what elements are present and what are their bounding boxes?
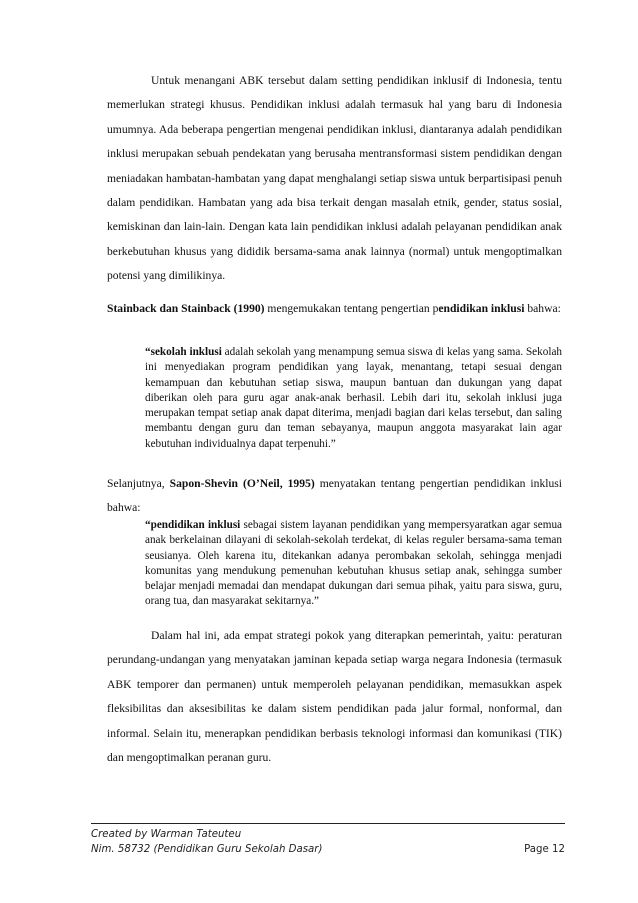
- footer-author: Created by Warman Tateuteu: [91, 829, 242, 840]
- page-footer: [91, 827, 565, 857]
- paragraph-strategi-text: Dalam hal ini, ada empat strategi pokok yang diterapkan pemerintah, yaitu: peraturan perundang-undangan yang menyatakan jaminan kepada setiap warga negara Indonesia (termasuk ABK temporer dan permanen) untuk memperoleh pelayanan pendidikan, memasukkan aspek fleksibilitas dan aksesibilitas ke dalam sistem pendidikan pada jalur formal, nonformal, dan informal. Selain itu, menerapkan pendidikan berbasis teknologi informasi dan komunikasi (TIK) dan mengoptimalkan peranan guru.: [107, 629, 562, 765]
- citation-sapon-shevin: Sapon-Shevin (O’Neil, 1995): [169, 477, 315, 490]
- term-pendidikan-inklusi: endidikan inklusi: [438, 302, 525, 315]
- paragraph-stainback: [107, 297, 562, 321]
- paragraph-strategi: [107, 624, 562, 770]
- paragraph-intro: [107, 69, 562, 289]
- paragraph-stainback-tail: bahwa:: [524, 302, 561, 315]
- quote-term-sekolah-inklusi: “sekolah inklusi: [145, 346, 222, 358]
- quote-text-pendidikan-inklusi: sebagai sistem layanan pendidikan yang mempersyaratkan agar semua anak berkelainan dilayani di sekolah-sekolah terdekat, di kelas reguler bersama-sama teman seusianya. Oleh karena itu, ditekankan adanya perombakan sekolah, sehingga menjadi komunitas yang mendukung pemenuhan kebutuhan khusus setiap anak, sehingga sumber belajar menjadi memadai dan mendapat dukungan dari semua pihak, yaitu para siswa, guru, orang tua, dan masyarakat sekitarnya.”: [145, 519, 563, 608]
- block-quote-sekolah-inklusi: [145, 345, 562, 452]
- paragraph-sapon-shevin: [107, 472, 562, 521]
- quote-text-sekolah-inklusi: adalah sekolah yang menampung semua siswa di kelas yang sama. Sekolah ini menyediakan program pendidikan yang layak, menantang, tetapi sesuai dengan kemampuan dan kebutuhan setiap siswa, maupun bantuan dan dukungan yang dapat diberikan oleh para guru agar anak-anak berhasil. Lebih dari itu, sekolah inklusi juga merupakan tempat setiap anak dapat diterima, menjadi bagian dari kelas tersebut, dan saling membantu dengan guru dan teman sebayanya, maupun anggota masyarakat lain agar kebutuhan individualnya dapat terpenuhi.”: [145, 346, 563, 450]
- citation-stainback: Stainback dan Stainback (1990): [107, 302, 265, 315]
- quote-term-pendidikan-inklusi: “pendidikan inklusi: [145, 519, 241, 531]
- paragraph-stainback-text: mengemukakan tentang pengertian p: [264, 302, 439, 315]
- page-number: Page 12: [524, 844, 565, 855]
- block-quote-pendidikan-inklusi: [145, 518, 562, 610]
- paragraph-sapon-shevin-lead: Selanjutnya,: [107, 477, 170, 490]
- footer-divider: [91, 823, 565, 824]
- paragraph-sapon-shevin-text: menyatakan tentang pengertian pendidikan inklusi bahwa:: [107, 477, 562, 515]
- footer-student-id: Nim. 58732 (Pendidikan Guru Sekolah Dasar): [91, 844, 323, 855]
- paragraph-intro-text: Untuk menangani ABK tersebut dalam setting pendidikan inklusif di Indonesia, tentu memerlukan strategi khusus. Pendidikan inklusi adalah termasuk hal yang baru di Indonesia umumnya. Ada beberapa pengertian mengenai pendidikan inklusi, diantaranya adalah pendidikan inklusi merupakan sebuah pendekatan yang berusaha mentransformasi sistem pendidikan dengan meniadakan hambatan-hambatan yang dapat menghalangi setiap siswa untuk berpartisipasi penuh dalam pendidikan. Hambatan yang ada bisa terkait dengan masalah etnik, gender, status sosial, kemiskinan dan lain-lain. Dengan kata lain pendidikan inklusi adalah pelayanan pendidikan anak berkebutuhan khusus yang dididik bersama-sama anak lainnya (normal) untuk mengoptimalkan potensi yang dimilikinya.: [107, 74, 562, 283]
